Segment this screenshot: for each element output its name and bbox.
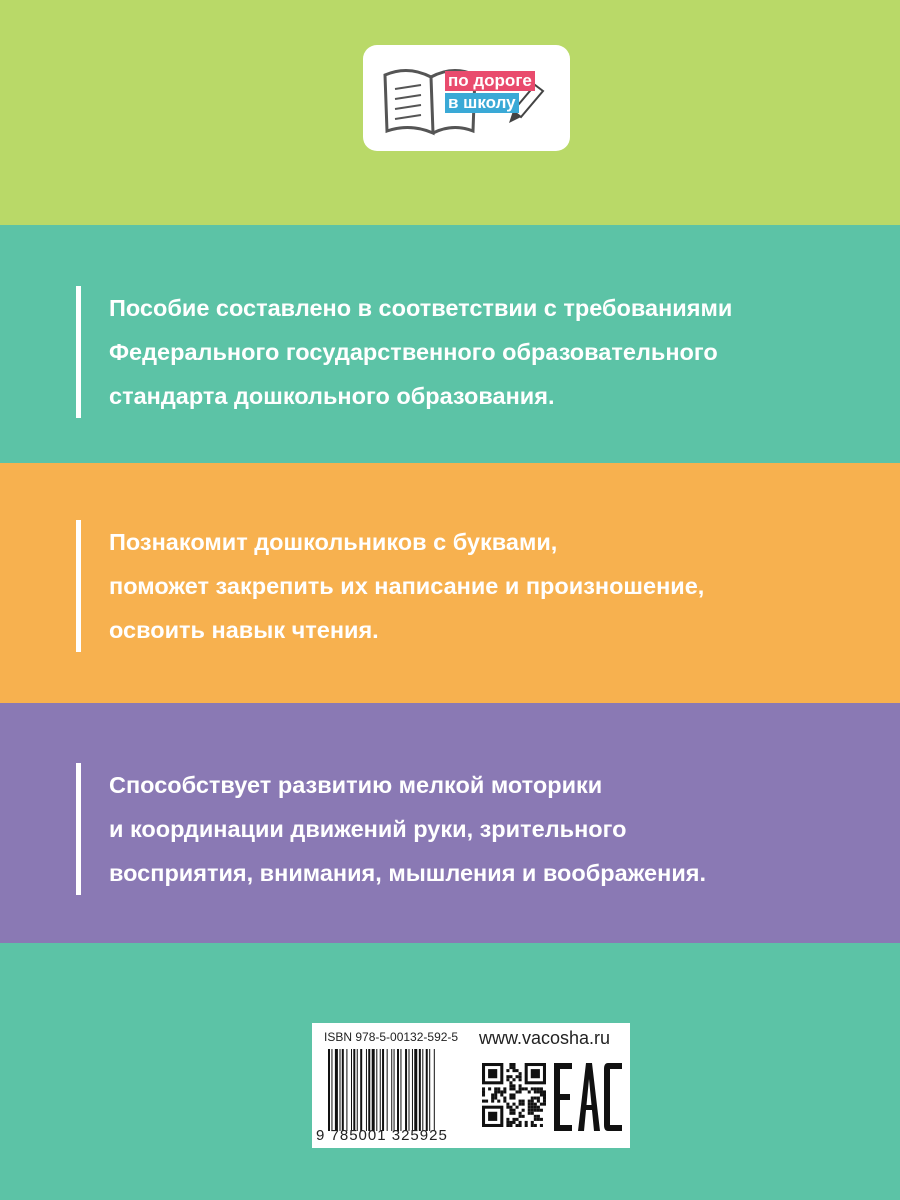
- text-line: Пособие составлено в соответствии с требованиями: [109, 295, 733, 321]
- isbn-label: ISBN 978-5-00132-592-5: [324, 1030, 459, 1044]
- text-line: Федерального государственного образовательного: [109, 339, 718, 365]
- barcode-icon: [326, 1049, 468, 1131]
- text-block-letters: [76, 520, 889, 652]
- eac-mark-icon: [552, 1059, 624, 1135]
- qr-code-icon: [482, 1063, 546, 1127]
- text-line: восприятия, внимания, мышления и воображения.: [109, 860, 707, 886]
- barcode-digits: 9 785001 325925: [316, 1127, 448, 1144]
- series-logo: [363, 45, 570, 151]
- text-line: поможет закрепить их написание и произношение,: [109, 573, 705, 599]
- text-line: освоить навык чтения.: [109, 617, 379, 643]
- text-line: и координации движений руки, зрительного: [109, 816, 627, 842]
- text-line: Познакомит дошкольников с буквами,: [109, 529, 558, 555]
- logo-line-2: в школу: [445, 93, 519, 113]
- text-line: Способствует развитию мелкой моторики: [109, 772, 603, 798]
- logo-line-1: по дороге: [445, 71, 535, 91]
- text-block-fgos: [76, 286, 889, 418]
- website-url: www.vacosha.ru: [479, 1028, 611, 1048]
- text-block-motor-skills: [76, 763, 889, 895]
- imprint-box: [312, 1023, 630, 1148]
- text-line: стандарта дошкольного образования.: [109, 383, 555, 409]
